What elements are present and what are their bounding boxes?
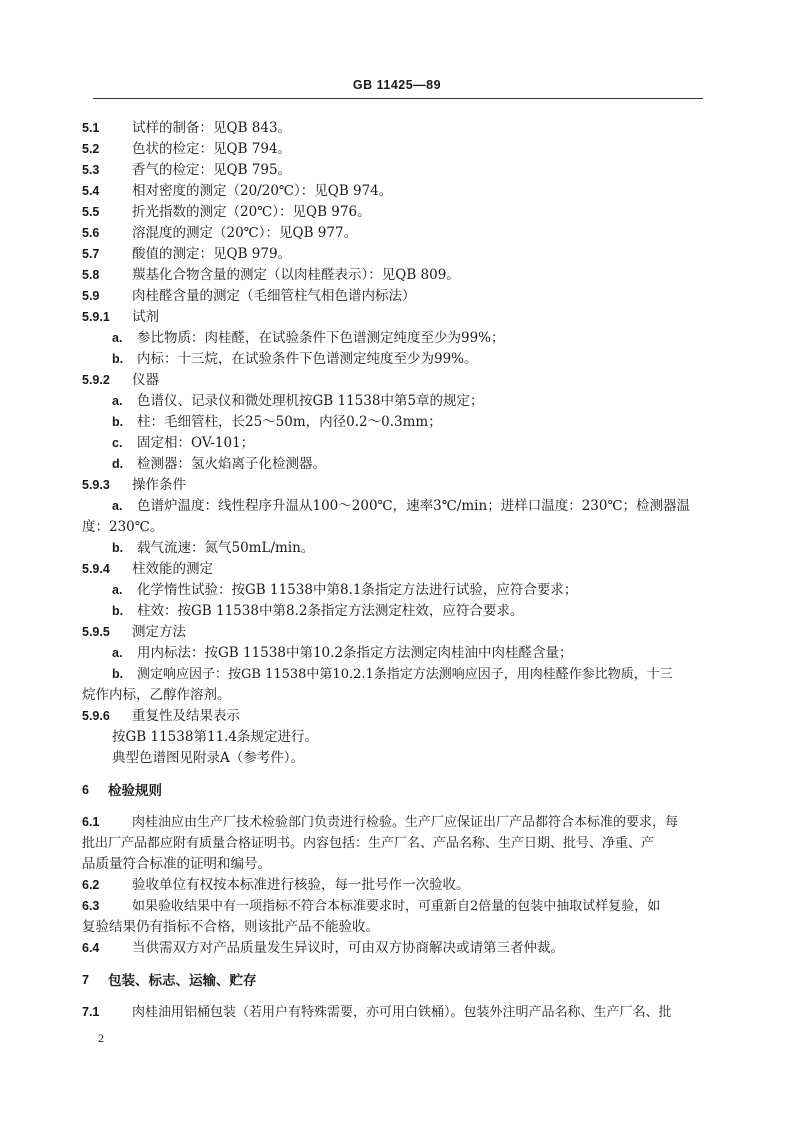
clause-5-9-4	[82, 559, 709, 580]
clause-number: 5.9.3	[82, 478, 110, 492]
item-text: 色谱炉温度：线性程序升温从100～200℃，速率3℃/min；进样口温度：230℃；检测器温	[137, 498, 691, 514]
clause-number: 5.9.6	[82, 709, 110, 723]
clause-text: 重复性及结果表示	[132, 708, 240, 724]
clause-5-8	[82, 265, 709, 286]
section-number: 6	[82, 783, 89, 797]
item-text: 测定响应因子：按GB 11538中第10.2.1条指定方法测响应因子，用肉桂醛作参比物质，十三	[137, 667, 673, 682]
section-7-heading	[82, 970, 709, 991]
clause-5-7	[82, 244, 709, 265]
item-text: 柱效：按GB 11538中第8.2条指定方法测定柱效，应符合要求。	[137, 603, 524, 619]
list-item	[82, 601, 709, 622]
item-label: a.	[112, 646, 123, 660]
clause-number: 6.2	[82, 878, 100, 892]
clause-number: 5.2	[82, 142, 100, 156]
list-item-continuation	[82, 685, 709, 706]
list-item	[82, 664, 709, 685]
list-item	[82, 328, 709, 349]
clause-text: 测定方法	[132, 624, 186, 640]
clause-number: 5.9.5	[82, 625, 110, 639]
clause-number: 5.3	[82, 163, 100, 177]
clause-5-9-2	[82, 370, 709, 391]
list-item	[82, 580, 709, 601]
paragraph	[82, 748, 709, 769]
item-text: 化学惰性试验：按GB 11538中第8.1条指定方法进行试验，应符合要求；	[137, 582, 578, 598]
list-item	[82, 538, 709, 559]
clause-number: 5.6	[82, 226, 100, 240]
section-6-heading	[82, 780, 709, 801]
section-title: 检验规则	[108, 783, 162, 798]
clause-continuation	[82, 917, 709, 938]
list-item	[82, 349, 709, 370]
item-label: a.	[112, 583, 123, 597]
item-text: 用内标法：按GB 11538中第10.2条指定方法测定肉桂油中肉桂醛含量；	[137, 645, 573, 661]
item-text: 检测器：氢火焰离子化检测器。	[137, 456, 326, 472]
clause-continuation	[82, 833, 709, 854]
list-item	[82, 412, 709, 433]
item-label: c.	[112, 436, 123, 450]
clause-text: 批出厂产品都应附有质量合格证明书。内容包括：生产厂名、产品名称、生产日期、批号、净重、产	[82, 836, 655, 851]
clause-text: 肉桂油用铝桶包装（若用户有特殊需要，亦可用白铁桶）。包装外注明产品名称、生产厂名、批	[132, 1005, 672, 1020]
clause-text: 验收单位有权按本标准进行核验，每一批号作一次验收。	[132, 877, 470, 893]
clause-6-3	[82, 896, 709, 917]
clause-5-9-3	[82, 475, 709, 496]
clause-number: 5.9.2	[82, 373, 110, 387]
clause-number: 5.9.1	[82, 310, 110, 324]
clause-5-9-1	[82, 307, 709, 328]
item-label: d.	[112, 457, 124, 471]
section-number: 7	[82, 973, 89, 987]
clause-5-2	[82, 139, 709, 160]
clause-number: 5.7	[82, 247, 100, 261]
clause-text: 试样的制备：见QB 843。	[132, 120, 292, 136]
clause-text: 相对密度的测定（20/20℃）：见QB 974。	[132, 183, 393, 199]
item-label: b.	[112, 541, 124, 555]
item-label: a.	[112, 394, 123, 408]
clause-number: 5.4	[82, 184, 100, 198]
clause-text: 羰基化合物含量的测定（以肉桂醛表示）：见QB 809。	[132, 267, 460, 283]
page-number: 2	[98, 1031, 104, 1045]
clause-number: 5.9.4	[82, 562, 110, 576]
item-text: 度：230℃。	[82, 519, 164, 535]
clause-text: 色状的检定：见QB 794。	[132, 141, 292, 157]
clause-text: 柱效能的测定	[132, 561, 213, 577]
clause-number: 6.3	[82, 899, 100, 913]
page-header: GB 11425—89	[352, 78, 442, 92]
item-text: 色谱仪、记录仪和微处理机按GB 11538中第5章的规定；	[137, 393, 484, 409]
clause-number: 5.9	[82, 289, 100, 303]
item-label: a.	[112, 331, 123, 345]
list-item-continuation	[82, 517, 709, 538]
paragraph-text: 典型色谱图见附录A（参考件）。	[112, 750, 304, 766]
clause-number: 5.8	[82, 268, 100, 282]
clause-5-3	[82, 160, 709, 181]
list-item	[82, 391, 709, 412]
document-body	[82, 118, 709, 1023]
clause-text: 酸值的测定：见QB 979。	[132, 246, 292, 262]
paragraph	[82, 727, 709, 748]
item-text: 内标：十三烷，在试验条件下色谱测定纯度至少为99%。	[137, 351, 478, 367]
clause-5-1	[82, 118, 709, 139]
clause-5-5	[82, 202, 709, 223]
clause-text: 当供需双方对产品质量发生异议时，可由双方协商解决或请第三者仲裁。	[132, 940, 564, 956]
clause-number: 7.1	[82, 1005, 100, 1019]
header-rule	[93, 98, 703, 99]
clause-6-2	[82, 875, 709, 896]
item-label: b.	[112, 352, 124, 366]
clause-number: 6.1	[82, 815, 100, 829]
section-title: 包装、标志、运输、贮存	[108, 973, 257, 988]
clause-5-9-5	[82, 622, 709, 643]
clause-7-1	[82, 1002, 709, 1023]
clause-number: 6.4	[82, 941, 100, 955]
clause-text: 折光指数的测定（20℃）：见QB 976。	[132, 204, 371, 220]
clause-5-9	[82, 286, 709, 307]
clause-text: 仪器	[132, 372, 159, 388]
clause-text: 如果验收结果中有一项指标不符合本标准要求时，可重新自2倍量的包装中抽取试样复验，如	[132, 899, 661, 914]
item-text: 固定相：OV-101；	[137, 435, 255, 451]
list-item	[82, 643, 709, 664]
clause-continuation	[82, 854, 709, 875]
clause-6-4	[82, 938, 709, 959]
clause-5-6	[82, 223, 709, 244]
clause-text: 香气的检定：见QB 795。	[132, 162, 292, 178]
clause-text: 溶混度的测定（20℃）：见QB 977。	[132, 225, 358, 241]
clause-text: 肉桂油应由生产厂技术检验部门负责进行检验。生产厂应保证出厂产品都符合本标准的要求，每	[132, 815, 679, 830]
clause-number: 5.1	[82, 121, 100, 135]
clause-5-9-6	[82, 706, 709, 727]
list-item	[82, 496, 709, 517]
item-text: 柱：毛细管柱，长25～50m，内径0.2～0.3mm；	[137, 414, 442, 430]
clause-number: 5.5	[82, 205, 100, 219]
clause-text: 试剂	[132, 309, 159, 325]
item-label: b.	[112, 604, 124, 618]
clause-5-4	[82, 181, 709, 202]
clause-6-1	[82, 812, 709, 833]
item-text: 参比物质：肉桂醛，在试验条件下色谱测定纯度至少为99%；	[137, 330, 505, 346]
clause-text: 操作条件	[132, 477, 186, 493]
list-item	[82, 433, 709, 454]
item-label: a.	[112, 499, 123, 513]
item-label: b.	[112, 667, 124, 681]
list-item	[82, 454, 709, 475]
paragraph-text: 按GB 11538第11.4条规定进行。	[112, 729, 318, 745]
clause-text: 复验结果仍有指标不合格，则该批产品不能验收。	[82, 919, 379, 935]
clause-text: 品质量符合标准的证明和编号。	[82, 856, 271, 872]
clause-text: 肉桂醛含量的测定（毛细管柱气相色谱内标法）	[132, 288, 416, 304]
item-label: b.	[112, 415, 124, 429]
item-text: 载气流速：氮气50mL/min。	[137, 540, 315, 556]
item-text: 烷作内标，乙醇作溶剂。	[82, 687, 231, 703]
